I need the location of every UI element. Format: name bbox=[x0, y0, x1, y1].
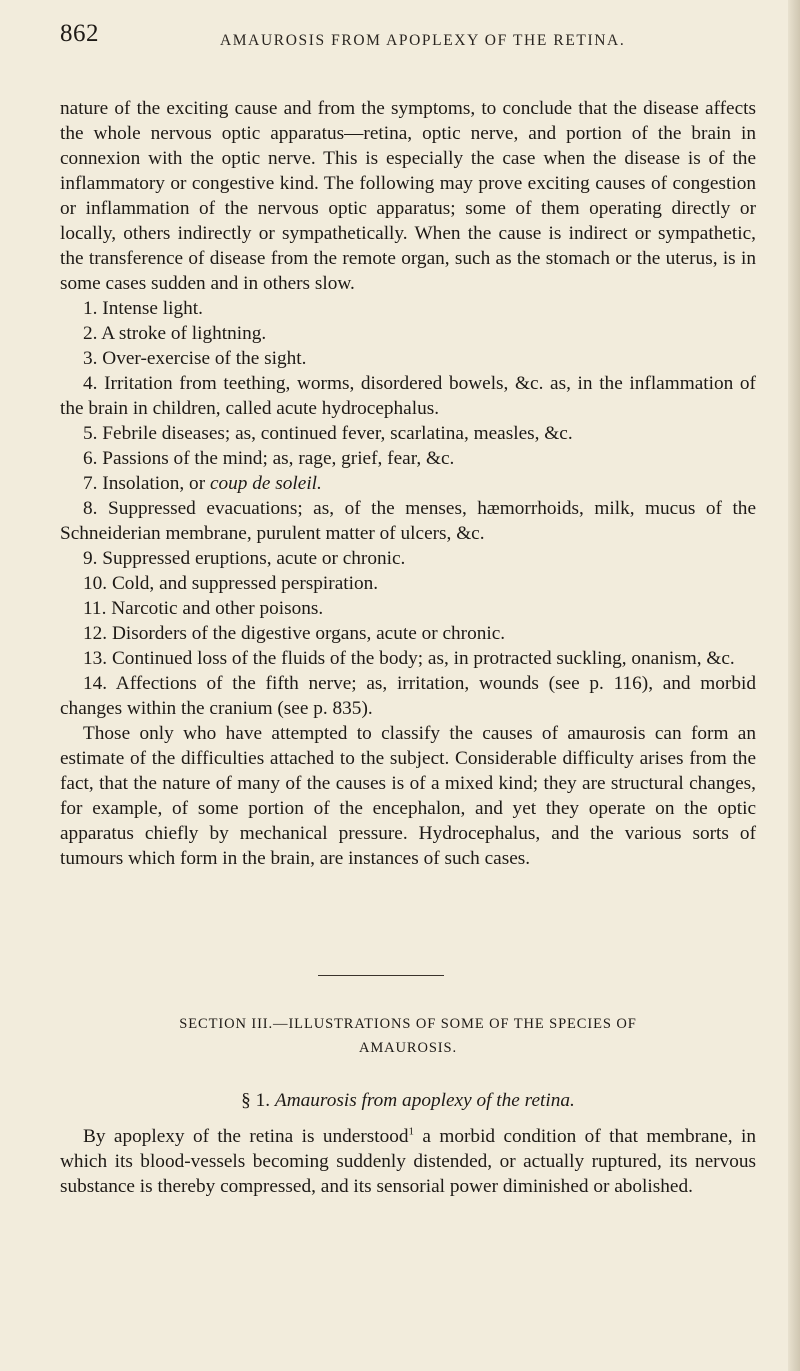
item-text: A stroke of lightning. bbox=[101, 323, 267, 344]
list-item bbox=[60, 371, 756, 421]
list-item bbox=[60, 421, 756, 446]
section-heading-line: AMAUROSIS. bbox=[358, 1040, 458, 1056]
subsection-heading bbox=[60, 1090, 756, 1112]
page-edge bbox=[788, 0, 800, 1371]
item-text: Cold, and suppressed perspiration. bbox=[111, 573, 379, 594]
item-text: Affections of the fifth nerve; as, irritation, wounds (see p. 116), and morbid changes within the cranium (see p. 835). bbox=[60, 673, 756, 719]
item-number: 14. bbox=[83, 673, 108, 694]
list-item bbox=[60, 346, 756, 371]
final-paragraph bbox=[60, 1124, 756, 1199]
list-item bbox=[60, 446, 756, 471]
item-text: Suppressed evacuations; as, of the menses, hæmorrhoids, milk, mucus of the Schneiderian membrane, purulent matter of ulcers, &c. bbox=[60, 498, 756, 544]
item-text: Insolation, or bbox=[102, 473, 210, 494]
item-number: 10. bbox=[83, 573, 108, 594]
running-head: AMAUROSIS FROM APOPLEXY OF THE RETINA. bbox=[220, 32, 626, 49]
item-text: Disorders of the digestive organs, acute or chronic. bbox=[111, 623, 506, 644]
list-item bbox=[60, 496, 756, 546]
item-number: 12. bbox=[83, 623, 108, 644]
item-text: Irritation from teething, worms, disordered bowels, &c. as, in the inflammation of the brain in children, called acute hydrocephalus. bbox=[60, 373, 756, 419]
item-number: 3. bbox=[83, 348, 98, 369]
section-heading bbox=[60, 1012, 756, 1060]
causes-list bbox=[60, 296, 756, 721]
list-item bbox=[60, 571, 756, 596]
list-item bbox=[60, 596, 756, 621]
item-number: 11. bbox=[83, 598, 107, 619]
item-text: Febrile diseases; as, continued fever, scarlatina, measles, &c. bbox=[102, 423, 573, 444]
item-number: 5. bbox=[83, 423, 98, 444]
list-item bbox=[60, 646, 756, 671]
intro-paragraph: nature of the exciting cause and from the symptoms, to conclude that the disease affects the whole nervous optic apparatus—retina, optic nerve, and portion of the brain in connexion with the optic nerve. This is especially the case when the disease is of the inflammatory or congestive kind. The following may prove exciting causes of congestion or inflammation of the nervous optic apparatus; some of them operating directly or locally, others indirectly or sympathetically. When the cause is indirect or sympathetic, the transference of disease from the remote organ, such as the stomach or the uterus, is in some cases sudden and in others slow. bbox=[60, 98, 756, 294]
main-text bbox=[60, 96, 756, 871]
list-item bbox=[60, 546, 756, 571]
item-text: Passions of the mind; as, rage, grief, fear, &c. bbox=[102, 448, 455, 469]
footnote-mark: 1 bbox=[408, 1125, 415, 1138]
subsection-title: Amaurosis from apoplexy of the retina. bbox=[274, 1090, 575, 1111]
page-number: 862 bbox=[60, 20, 99, 47]
list-item bbox=[60, 471, 756, 496]
item-number: 8. bbox=[83, 498, 98, 519]
section-divider bbox=[318, 975, 444, 976]
final-paragraph-end: a morbid condition of that membrane, in which its blood-vessels becoming suddenly distended, or actually ruptured, its nervous substance is thereby compressed, and its sensorial power diminished or abolished. bbox=[60, 1126, 756, 1197]
list-item bbox=[60, 621, 756, 646]
item-text: Continued loss of the fluids of the body; as, in protracted suckling, onanism, &c. bbox=[111, 648, 735, 669]
list-item bbox=[60, 671, 756, 721]
section-heading-line: SECTION III.—ILLUSTRATIONS OF SOME OF THE SPECIES OF bbox=[179, 1016, 637, 1032]
item-text: Suppressed eruptions, acute or chronic. bbox=[102, 548, 406, 569]
final-paragraph-start: By apoplexy of the retina is understood bbox=[83, 1126, 409, 1147]
item-text: Over-exercise of the sight. bbox=[102, 348, 307, 369]
item-italic-text: coup de soleil. bbox=[209, 473, 322, 494]
item-number: 2. bbox=[83, 323, 98, 344]
item-number: 4. bbox=[83, 373, 98, 394]
item-number: 13. bbox=[83, 648, 108, 669]
item-number: 6. bbox=[83, 448, 98, 469]
closing-paragraph: Those only who have attempted to classify the causes of amaurosis can form an estimate of the difficulties attached to the subject. Considerable difficulty arises from the fact, that the nature of many of the causes is of a mixed kind; they are structural changes, for example, of some portion of the encephalon, and yet they operate on the optic apparatus chiefly by mechanical pressure. Hydrocephalus, and the various sorts of tumours which form in the brain, are instances of such cases. bbox=[60, 723, 756, 869]
item-number: 9. bbox=[83, 548, 98, 569]
page-header bbox=[60, 20, 750, 60]
item-number: 1. bbox=[83, 298, 98, 319]
subsection-number: § 1. bbox=[241, 1090, 271, 1111]
item-text: Narcotic and other poisons. bbox=[111, 598, 324, 619]
item-text: Intense light. bbox=[102, 298, 203, 319]
list-item bbox=[60, 296, 756, 321]
final-text bbox=[60, 1124, 756, 1199]
list-item bbox=[60, 321, 756, 346]
item-number: 7. bbox=[83, 473, 98, 494]
